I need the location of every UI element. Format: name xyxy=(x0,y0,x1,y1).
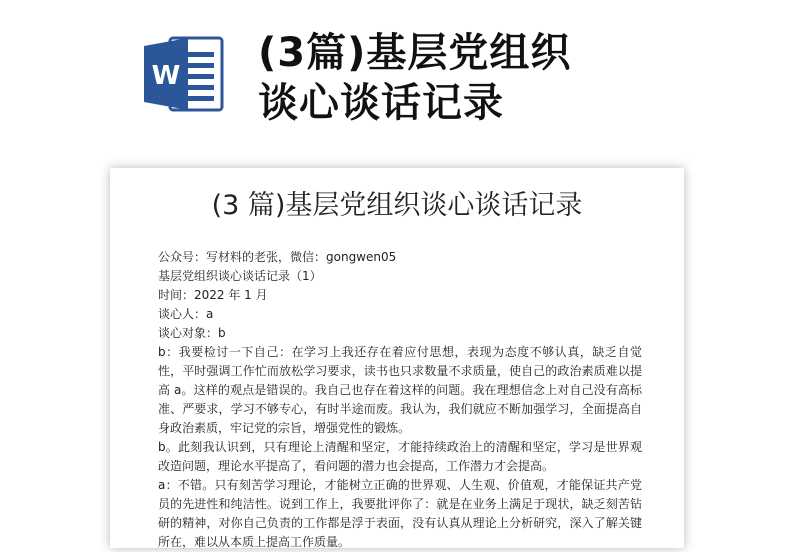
header-title-line-1: (3篇)基层党组织 xyxy=(258,30,572,76)
doc-paragraph-3: a：不错。只有刻苦学习理论，才能树立正确的世界观、人生观、价值观，才能保证共产党员的先进性和纯洁性。说到工作上，我要批评你了：就是在业务上满足于现状，缺乏刻苦钻研的精神，对你自己负责的工作都是浮于表面，没有认真从理论上分析研究，深入了解关键所在，难以从本质上提高工作质量。 xyxy=(158,478,642,549)
doc-line-time: 时间：2022 年 1 月 xyxy=(158,288,268,302)
doc-paragraph-2: b。此刻我认识到，只有理论上清醒和坚定，才能持续政治上的清醒和坚定，学习是世界观改造问题，理论水平提高了，看问题的潜力也会提高，工作潜力才会提高。 xyxy=(158,440,642,473)
svg-text:W: W xyxy=(151,61,181,91)
header xyxy=(0,0,800,160)
document-title: (3 篇)基层党组织谈心谈话记录 xyxy=(211,190,583,221)
doc-line-author: 公众号：写材料的老张，微信：gongwen05 xyxy=(158,250,397,264)
doc-paragraph-1: b：我要检讨一下自己：在学习上我还存在着应付思想，表现为态度不够认真，缺乏自觉性，平时强调工作忙而放松学习要求，读书也只求数量不求质量，使自己的政治素质难以提高 a。这样的观点是错误的。我自己也存在着这样的问题。我在理想信念上对自己没有高标准、严要求，学习不够专心，有时半途而废。我认为，我们就应不断加强学习，全面提高自身政治素质，牢记党的宗旨，增强党性的锻炼。 xyxy=(158,345,642,435)
header-title-line-2: 谈心谈话记录 xyxy=(258,80,504,126)
word-document-icon xyxy=(140,34,230,114)
doc-line-record-title: 基层党组织谈心谈话记录（1） xyxy=(158,269,322,283)
document-body xyxy=(158,248,642,552)
doc-line-interviewer: 谈心人：a xyxy=(158,307,214,321)
document-page xyxy=(110,168,684,548)
header-title xyxy=(258,28,678,128)
doc-line-interviewee: 谈心对象：b xyxy=(158,326,226,340)
